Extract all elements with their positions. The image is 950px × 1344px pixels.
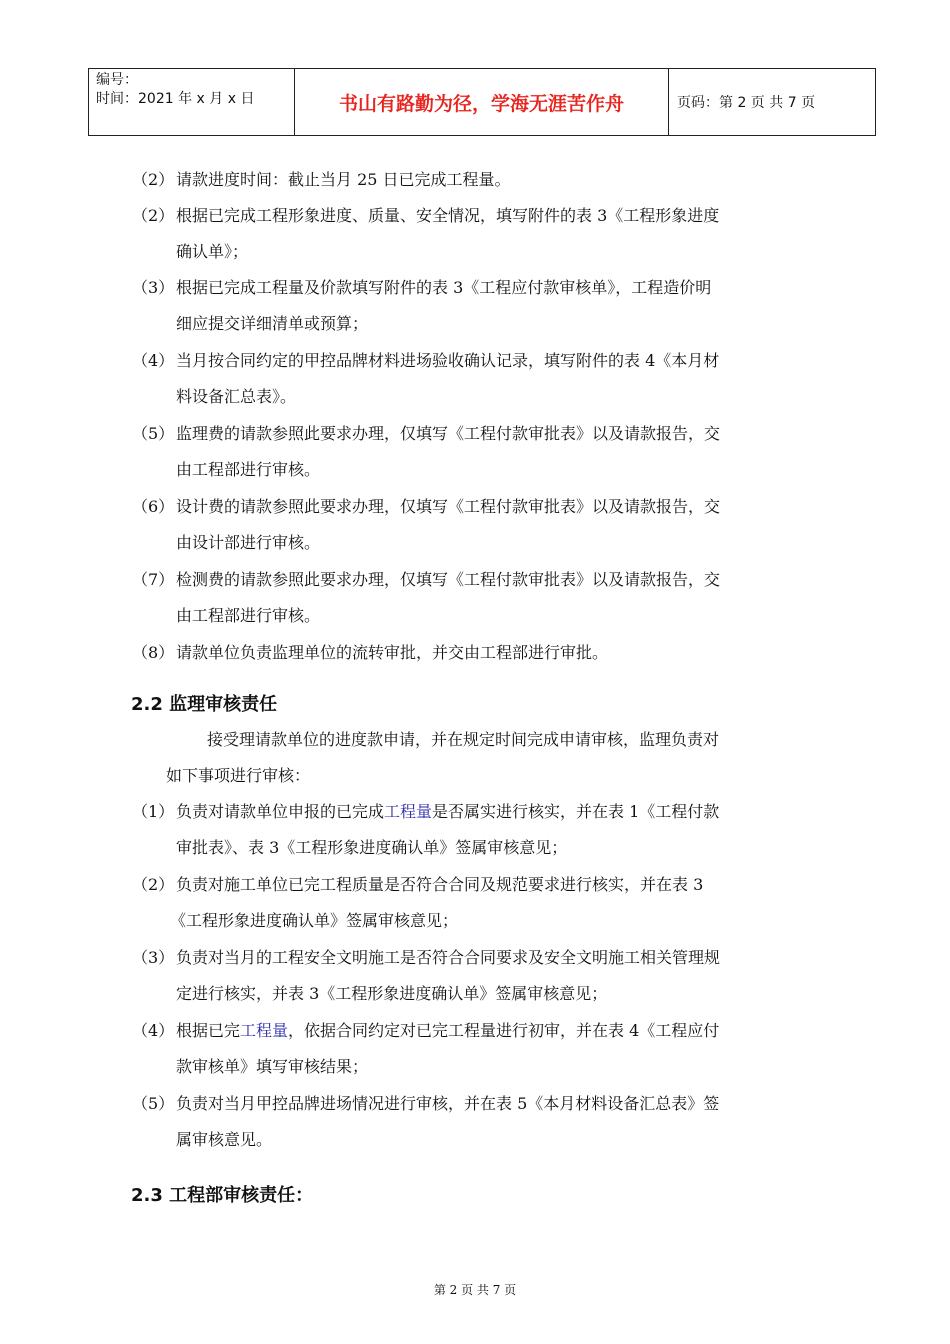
header-motto: 书山有路勤为径，学海无涯苦作舟: [295, 69, 669, 136]
page-footer: 第 2 页 共 7 页: [433, 1283, 517, 1297]
list-item-number: （4）: [132, 1021, 175, 1040]
list-item-text-cont: 审批表》、表 3《工程形象进度确认单》签属审核意见；: [176, 838, 568, 857]
list-item-text-cont: 由设计部进行审核。: [176, 533, 321, 552]
header-time-label: 时间：2021 年 x 月 x 日: [96, 91, 255, 107]
list-item-text-cont: 款审核单》填写审核结果；: [176, 1057, 369, 1076]
list-item-text: 负责对施工单位已完工程质量是否符合合同及规范要求进行核实，并在表 3: [176, 875, 704, 894]
list-item-text: 监理费的请款参照此要求办理，仅填写《工程付款审批表》以及请款报告，交: [176, 424, 721, 443]
keyword-link[interactable]: 工程量: [240, 1021, 289, 1040]
list-item-text: 设计费的请款参照此要求办理，仅填写《工程付款审批表》以及请款报告，交: [176, 497, 721, 516]
text-segment: 负责对请款单位申报的已完成: [176, 802, 385, 821]
list-item-number: （6）: [132, 497, 175, 516]
list-item-text-cont: 确认单》；: [176, 242, 249, 261]
header-number-label: 编号：: [96, 72, 138, 88]
keyword-link[interactable]: 工程量: [384, 802, 433, 821]
list-item-text: 负责对当月的工程安全文明施工是否符合合同要求及安全文明施工相关管理规: [176, 948, 721, 967]
list-item-text: 根据已完成工程形象进度、质量、安全情况，填写附件的表 3《工程形象进度: [176, 206, 720, 225]
list-item-number: （2）: [132, 170, 175, 189]
document-header: [88, 68, 876, 136]
list-item-number: （2）: [132, 875, 175, 894]
list-item-text: 负责对当月甲控品牌进场情况进行审核，并在表 5《本月材料设备汇总表》签: [176, 1094, 720, 1113]
list-item-text: [176, 1021, 719, 1041]
section-intro: 接受理请款单位的进度款申请，并在规定时间完成申请审核，监理负责对: [207, 730, 720, 749]
list-item-number: （3）: [132, 948, 175, 967]
list-item-text-cont: 定进行核实，并表 3《工程形象进度确认单》签属审核意见；: [176, 984, 608, 1003]
list-item-number: （3）: [132, 278, 175, 297]
list-item-text-cont: 由工程部进行审核。: [176, 606, 321, 625]
header-meta-cell: [89, 69, 295, 136]
section-heading-2-2: 2.2 监理审核责任: [131, 694, 278, 715]
list-item-number: （7）: [132, 570, 175, 589]
list-item-number: （1）: [132, 802, 175, 821]
list-item-text: 请款单位负责监理单位的流转审批，并交由工程部进行审批。: [176, 643, 609, 662]
list-item-number: （8）: [132, 643, 175, 662]
list-item-text-cont: 由工程部进行审核。: [176, 460, 321, 479]
header-page-label: 页码：第 2 页 共 7 页: [669, 69, 876, 136]
section-intro-cont: 如下事项进行审核：: [166, 766, 311, 785]
list-item-number: （4）: [132, 351, 175, 370]
list-item-number: （5）: [132, 1094, 175, 1113]
text-segment: 根据已完: [176, 1021, 241, 1040]
section-heading-2-3: 2.3 工程部审核责任：: [131, 1185, 314, 1206]
list-item-text: [176, 802, 719, 822]
list-item-text: 检测费的请款参照此要求办理，仅填写《工程付款审批表》以及请款报告，交: [176, 570, 721, 589]
list-item-text-cont: 属审核意见。: [176, 1130, 273, 1149]
list-item-number: （5）: [132, 424, 175, 443]
list-item-text-cont: 《工程形象进度确认单》签属审核意见；: [170, 911, 459, 930]
list-item-number: （2）: [132, 206, 175, 225]
list-item-text: 请款进度时间：截止当月 25 日已完成工程量。: [176, 170, 511, 189]
text-segment: ，依据合同约定对已完工程量进行初审，并在表 4《工程应付: [288, 1021, 720, 1040]
list-item-text: 当月按合同约定的甲控品牌材料进场验收确认记录，填写附件的表 4《本月材: [176, 351, 720, 370]
list-item-text: 根据已完成工程量及价款填写附件的表 3《工程应付款审核单》，工程造价明: [176, 278, 712, 297]
list-item-text-cont: 细应提交详细清单或预算；: [176, 314, 369, 333]
text-segment: 是否属实进行核实，并在表 1《工程付款: [432, 802, 720, 821]
list-item-text-cont: 料设备汇总表》。: [176, 387, 297, 406]
